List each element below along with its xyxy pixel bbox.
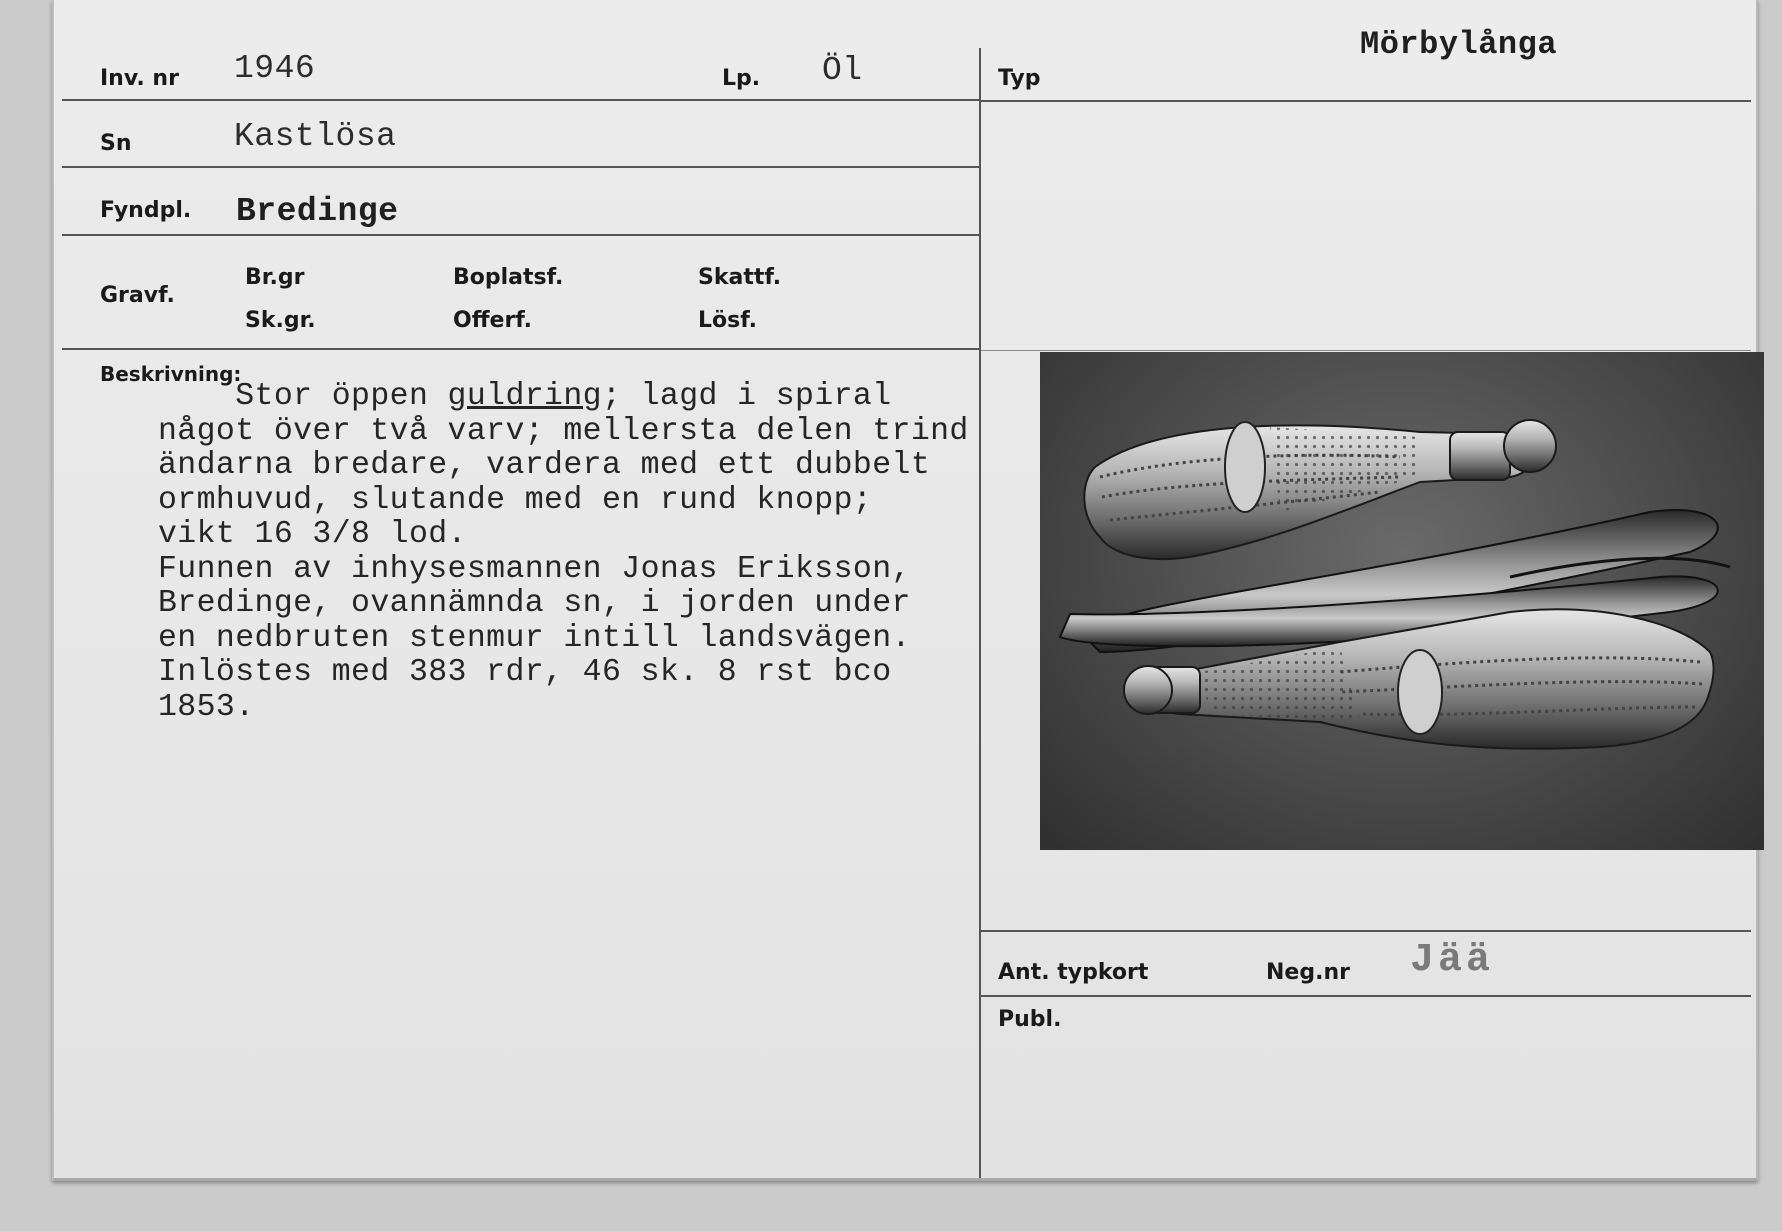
publ-label: Publ. [998,1007,1062,1032]
brgr-label: Br.gr [245,265,305,290]
rule-inv [62,99,980,101]
negnr-label: Neg.nr [1266,960,1350,985]
sn-value: Kastlösa [234,118,397,155]
boplatsf-label: Boplatsf. [453,265,564,290]
description-line-9: Inlöstes med 383 rdr, 46 sk. 8 rst bco [158,655,892,690]
description-line-1: Stor öppen guldring; lagd i spiral [158,379,892,414]
description-line-2: något över två varv; mellersta delen trind [158,413,969,449]
description-line-8: en nedbruten stenmur intill landsvägen. [158,620,911,656]
description-line-5: vikt 16 3/8 lod. [158,517,467,552]
rule-fyndpl [62,234,980,236]
fyndpl-label: Fyndpl. [100,198,192,223]
description-line-10: 1853. [158,689,255,725]
typ-label: Typ [998,66,1041,91]
description-line-7: Bredinge, ovannämnda sn, i jorden under [158,586,911,621]
rule-sn [62,166,980,168]
fyndpl-value: Bredinge [236,193,399,230]
inv-label: Inv. nr [100,66,179,91]
skattf-label: Skattf. [698,265,782,290]
municipality-value: Mörbylånga [1360,26,1558,63]
description-line-6: Funnen av inhysesmannen Jonas Eriksson, [158,551,911,587]
description-line-3: ändarna bredare, vardera med ett dubbelt [158,448,931,483]
catalog-card [52,0,1758,1181]
ant-typkort-label: Ant. typkort [998,960,1149,985]
rule-gravf [62,348,980,350]
lp-label: Lp. [722,66,761,91]
beskrivning-label: Beskrivning: [100,362,242,386]
sn-label: Sn [100,131,132,156]
rule-publ [981,995,1751,997]
losf-label: Lösf. [698,308,757,333]
negnr-value: Jää [1410,938,1495,983]
inv-value: 1946 [234,50,316,87]
rule-typ [981,100,1751,102]
offerf-label: Offerf. [453,308,533,333]
underlined-word: guldring [447,379,602,414]
artifact-photo [1040,352,1764,850]
rule-photo-bottom [981,350,1751,351]
description-line-4: ormhuvud, slutande med en rund knopp; [158,482,873,518]
gravf-label: Gravf. [100,283,175,308]
skgr-label: Sk.gr. [245,308,316,333]
gold-ring-image [1040,352,1764,850]
rule-ant-top [981,930,1751,932]
description-text [158,380,1038,725]
lp-value: Öl [822,52,863,89]
